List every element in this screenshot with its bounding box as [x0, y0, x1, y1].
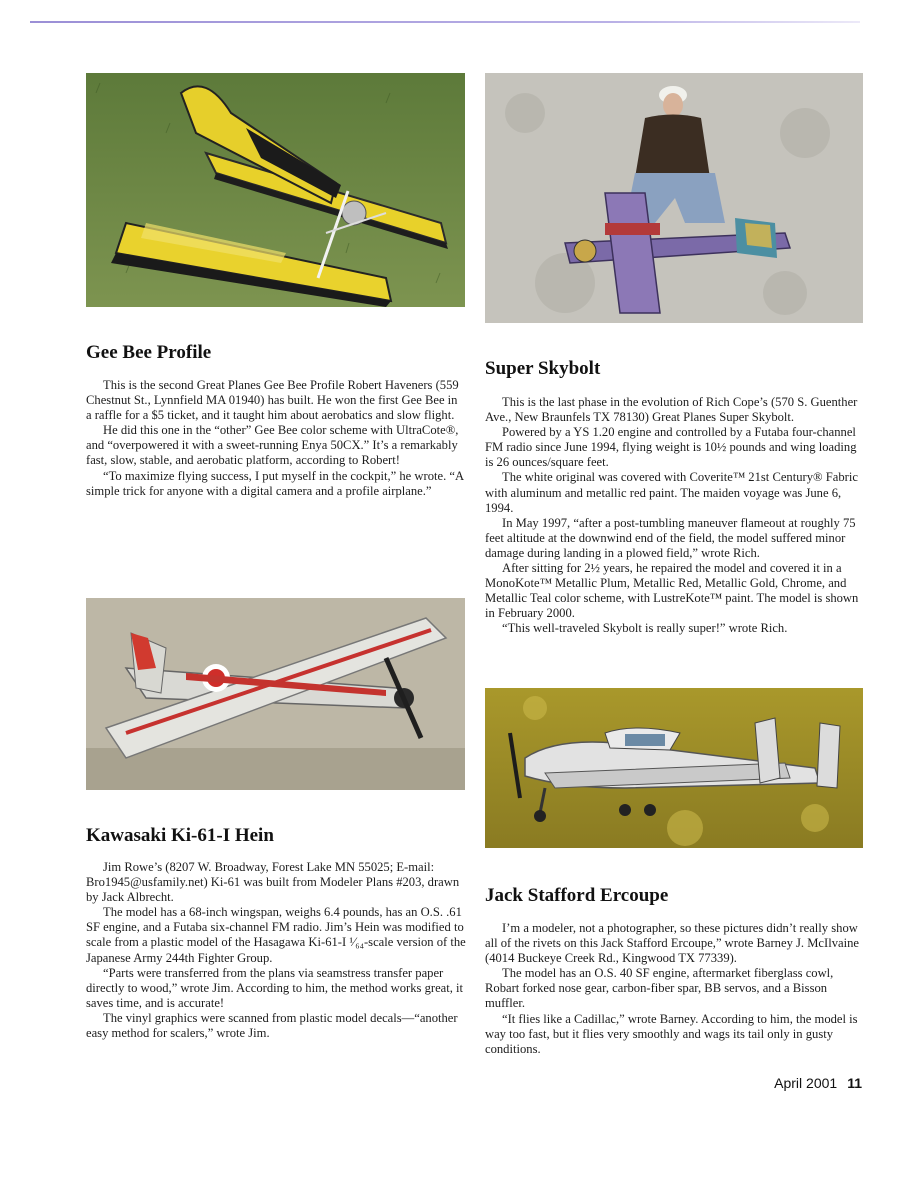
paragraph: He did this one in the “other” Gee Bee color scheme with UltraCote®, and “overpowered it with a sweet-running Enya 50CX.” It’s a remarkably fast, slow, stable, and aerobatic platform, according to Robert!: [86, 423, 459, 468]
paragraph: “To maximize flying success, I put myself in the cockpit,” he wrote. “A simple trick for anyone with a digital camera and a profile airplane.”: [86, 468, 464, 498]
gee-bee-body: [86, 378, 466, 499]
gee-bee-title: Gee Bee Profile: [86, 342, 212, 363]
top-rule: [30, 21, 860, 23]
paragraph: The model has an O.S. 40 SF engine, aftermarket fiberglass cowl, Robart forked nose gear, carbon-fiber spar, BB servos, and a Bisson muffler.: [485, 966, 834, 1011]
super-skybolt-body: [485, 395, 865, 637]
ercoupe-photo: [485, 688, 863, 848]
super-skybolt-photo: [485, 73, 863, 323]
paragraph: After sitting for 2½ years, he repaired the model and covered it in a MonoKote™ Metallic Plum, Metallic Red, Metallic Gold, Chrome, and Metallic Teal color scheme, with LustreKote™ paint. The model is shown in February 2000.: [485, 561, 859, 621]
gee-bee-photo: [86, 73, 465, 307]
kawasaki-photo: [86, 598, 465, 790]
ercoupe-title: Jack Stafford Ercoupe: [485, 885, 669, 906]
kawasaki-body: [86, 860, 466, 1041]
paragraph: “This well-traveled Skybolt is really super!” wrote Rich.: [502, 621, 788, 636]
paragraph: “It flies like a Cadillac,” wrote Barney. According to him, the model is way too fast, but it flies very smoothly and wags its tail only in gusty conditions.: [485, 1011, 858, 1056]
paragraph: Jim Rowe’s (8207 W. Broadway, Forest Lake MN 55025; E-mail: Bro1945@usfamily.net) Ki-61 was built from Modeler Plans #203, drawn by Jack Albrecht.: [86, 860, 460, 905]
kawasaki-title: Kawasaki Ki-61-I Hein: [86, 825, 274, 846]
page-number: 11: [847, 1075, 862, 1091]
paragraph: The white original was covered with Coverite™ 21st Century® Fabric with aluminum and metallic red paint. The maiden voyage was June 6, 1994.: [485, 470, 858, 515]
paragraph: “Parts were transferred from the plans via seamstress transfer paper directly to wood,” wrote Jim. According to him, the method works great, it saves time, and is accurate!: [86, 965, 464, 1010]
ercoupe-body: [485, 921, 865, 1057]
page-footer: [774, 1075, 862, 1091]
paragraph: Powered by a YS 1.20 engine and controlled by a Futaba four-channel FM radio since June 1994, flying weight is 10½ pounds and wing loading is 26 ounces/square feet.: [485, 425, 857, 470]
paragraph: In May 1997, “after a post-tumbling maneuver flameout at roughly 75 feet altitude at the downwind end of the field, the model suffered minor damage during landing in a plowed field,” wrote Rich.: [485, 515, 856, 560]
paragraph: This is the second Great Planes Gee Bee Profile Robert Haveners (559 Chestnut St., Lynnfield MA 01940) has built. He won the first Gee Bee in a raffle for a $5 ticket, and it taught him about aerobatics and slow flight.: [86, 378, 459, 423]
paragraph: The model has a 68-inch wingspan, weighs 6.4 pounds, has an O.S. .61 SF engine, and a Futaba six-channel FM radio. Jim’s Hein was modified to scale from a plastic model of the Hasagawa Ki-61-I ¹⁄₆₄-scale version of the Japanese Army 244th Fighter Group.: [86, 905, 466, 965]
paragraph: This is the last phase in the evolution of Rich Cope’s (570 S. Guenther Ave., New Braunfels TX 78130) Great Planes Super Skybolt.: [485, 395, 858, 425]
super-skybolt-title: Super Skybolt: [485, 358, 601, 379]
paragraph: I’m a modeler, not a photographer, so these pictures didn’t really show all of the rivets on this Jack Stafford Ercoupe,” wrote Barney J. McIlvaine (4014 Buckeye Creek Rd., Kingwood TX 77339).: [485, 921, 859, 966]
issue-date: April 2001: [774, 1075, 838, 1091]
paragraph: The vinyl graphics were scanned from plastic model decals—“another easy method for scalers,” wrote Jim.: [86, 1010, 458, 1041]
